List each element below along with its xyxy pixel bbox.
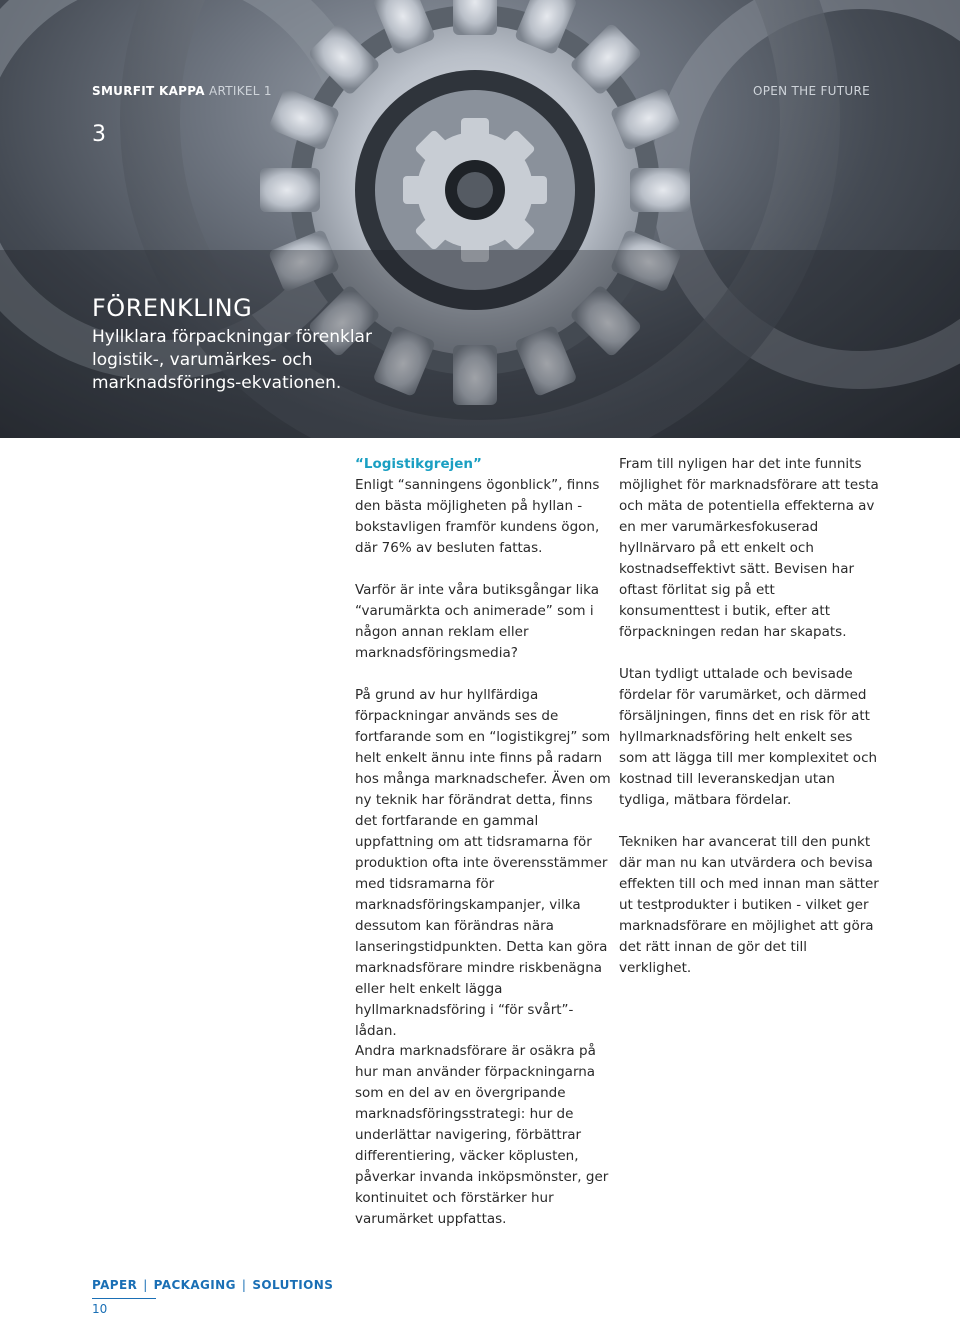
tagline: OPEN THE FUTURE (752, 84, 870, 98)
footer-word-solutions: SOLUTIONS (252, 1278, 334, 1292)
footer-separator: | (241, 1278, 247, 1292)
page-number: 10 (92, 1302, 108, 1316)
footer-divider (92, 1298, 156, 1299)
text-column-1 (355, 454, 615, 1063)
paragraph: Varför är inte våra butiksgångar lika “varumärkta och animerade” som i någon annan reklam eller marknadsföringsmedia? (355, 582, 600, 661)
paragraph: Utan tydligt uttalade och bevisade fördelar för varumärket, och därmed försäljningen, finns det en risk för att hyllmarknadsföring helt enkelt ses som att lägga till mer komplexitet och kostnad till leveranskedjan utan tydliga, mätbara fördelar. (619, 666, 878, 808)
paragraph: Fram till nyligen har det inte funnits möjlighet för marknadsförare att testa och mäta de potentiella effekterna av en mer varumärkesfokuserad hyllnärvaro på ett enkelt och kostnadseffektivt sätt. Bevisen har oftast förlitat sig på ett konsumenttest i butik, efter att förpackningen redan har skapats. (619, 456, 879, 640)
header-brand (92, 84, 272, 98)
brand-name: SMURFIT KAPPA (92, 84, 205, 98)
footer-word-packaging: PACKAGING (153, 1278, 236, 1292)
section-title: FÖRENKLING (92, 294, 253, 322)
paragraph: Andra marknadsförare är osäkra på hur man använder förpackningarna som en del av en övergripande marknadsföringsstrategi: hur de underlättar navigering, förbättrar differentiering, väcker köplusten, påverkar invanda inköpsmönster, ger kontinuitet och förstärker hur varumärket uppfattas. (355, 1043, 609, 1227)
lead-title: “Logistikgrejen” (355, 456, 482, 472)
footer-word-paper: PAPER (92, 1278, 138, 1292)
section-subtitle: Hyllklara förpackningar förenklar logistik-, varumärkes- och marknadsförings-ekvationen. (92, 327, 372, 393)
hero-image (0, 0, 960, 438)
footer-brand (92, 1278, 333, 1292)
article-label: ARTIKEL 1 (208, 84, 272, 98)
text-column-2 (619, 454, 879, 1000)
text-column-3 (355, 1041, 615, 1251)
footer-separator: | (143, 1278, 148, 1292)
paragraph: Tekniken har avancerat till den punkt där man nu kan utvärdera och bevisa effekten till och med innan man sätter ut testprodukter i butiken - vilket ger marknadsförare en möjlighet att göra det rätt innan de gör det till verklighet. (619, 834, 879, 976)
issue-number: 3 (92, 122, 106, 147)
paragraph: Enligt “sanningens ögonblick”, finns den bästa möjligheten på hyllan - bokstavligen framför kundens ögon, där 76% av besluten fattas. (355, 477, 600, 556)
paragraph: På grund av hur hyllfärdiga förpackningar används ses de fortfarande som en “logistikgrej” som helt enkelt ännu inte finns på radarn hos många marknadschefer. Även om ny teknik har förändrat detta, finns det fortfarande en gammal uppfattning om att tidsramarna för produktion ofta inte överensstämmer med tidsramarna för marknadsföringskampanjer, vilka dessutom kan förändras nära lanseringstidpunkten. Detta kan göra marknadsförare mindre riskbenägna eller helt enkelt lägga hyllmarknadsföring i “för svårt”-lådan. (355, 687, 611, 1039)
